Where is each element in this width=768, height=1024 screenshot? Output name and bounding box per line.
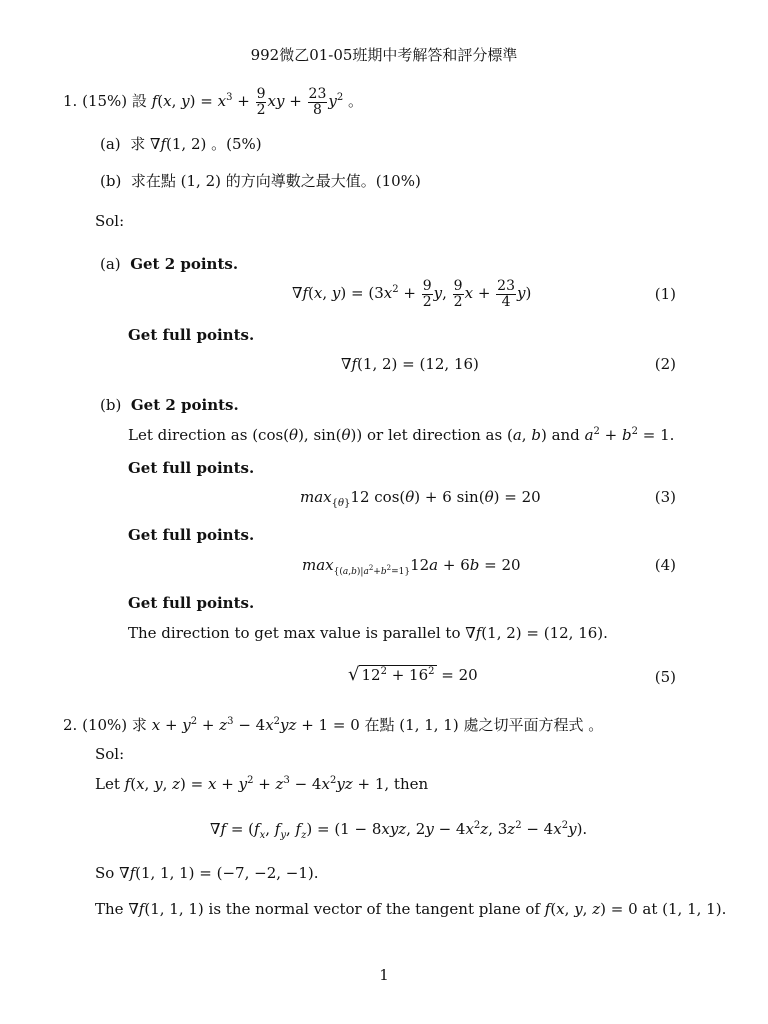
part-b-direction: Let direction as (cos(θ), sin(θ)) or let direction as (a, b) and $a^2 + b^2 = 1$. — [128, 426, 675, 444]
eq-number-4: (4) — [654, 556, 676, 574]
page-number: 1 — [379, 966, 389, 984]
question-1: 1. (15%) 設 f(x, $y) = x^3$ + $\frac{9}{2}$ xy + $\frac{23}{8}$ $y^2$ 。 — [63, 85, 364, 118]
direction-statement: The direction to get max value is parallel to ∇f(1, 2) = (12, 16). — [128, 624, 608, 642]
equation-1: ∇f(x, $y) = (3x^2$ + $\frac{9}{2}$ y, $\frac{9}{2}$ x + $\frac{23}{4}$ y) — [292, 277, 532, 310]
equation-5: √ $12^2 + 16^2 = 20$ — [348, 664, 478, 685]
part-b-getfull-3: Get full points. — [128, 594, 255, 612]
part-a-getfull: Get full points. — [128, 326, 255, 344]
equation-2: ∇f(1, 2) = (12, 16) — [341, 355, 479, 373]
q2-normal-statement: The ∇f(1, 1, 1) is the normal vector of the tangent plane of f(x, y, z) = 0 at (1, 1, 1). — [95, 900, 727, 918]
question-1a: (a) 求 ∇f(1, 2) 。(5%) — [100, 135, 262, 153]
part-b-getfull-1: Get full points. — [128, 459, 255, 477]
eq-number-1: (1) — [654, 285, 676, 303]
part-a-get2: (a) Get 2 points. — [100, 255, 239, 273]
q2-so: So ∇f(1, 1, 1) = (−7, −2, −1). — [95, 864, 319, 882]
q2-gradient-equation: $\nabla f = (f_x$, $f_y$, $f_z) = (1 - 8xyz$, $2y - 4x^2z$, $3z^2 - 4x^2y$). — [210, 820, 588, 841]
question-1b: (b) 求在點 (1, 2) 的方向導數之最大值。(10%) — [100, 172, 421, 190]
eq-number-3: (3) — [654, 488, 676, 506]
equation-4: $\max_{\{(a,b)|a^2+b^2=1\}}12a + 6b = 20$ — [302, 556, 521, 577]
part-b-get2: (b) Get 2 points. — [100, 396, 239, 414]
sol-label: Sol: — [95, 212, 125, 230]
equation-3: $\max_{\{\theta\}}12$ cos(θ) + 6 sin(θ) = 20 — [300, 488, 541, 509]
question-2: 2. (10%) 求 $x + y^2 + z^3 - 4x^2yz + 1 = 0$ 在點 (1, 1, 1) 處之切平面方程式 。 — [63, 716, 604, 734]
part-b-getfull-2: Get full points. — [128, 526, 255, 544]
sol-label-2: Sol: — [95, 745, 125, 763]
q2-let: Let f(x, y, $z) = x + y^2 + z^3 - 4x^2yz + 1$, then — [95, 775, 429, 793]
eq-number-5: (5) — [654, 668, 676, 686]
page-title: 992微乙01-05班期中考解答和評分標準 — [250, 46, 518, 64]
eq-number-2: (2) — [654, 355, 676, 373]
